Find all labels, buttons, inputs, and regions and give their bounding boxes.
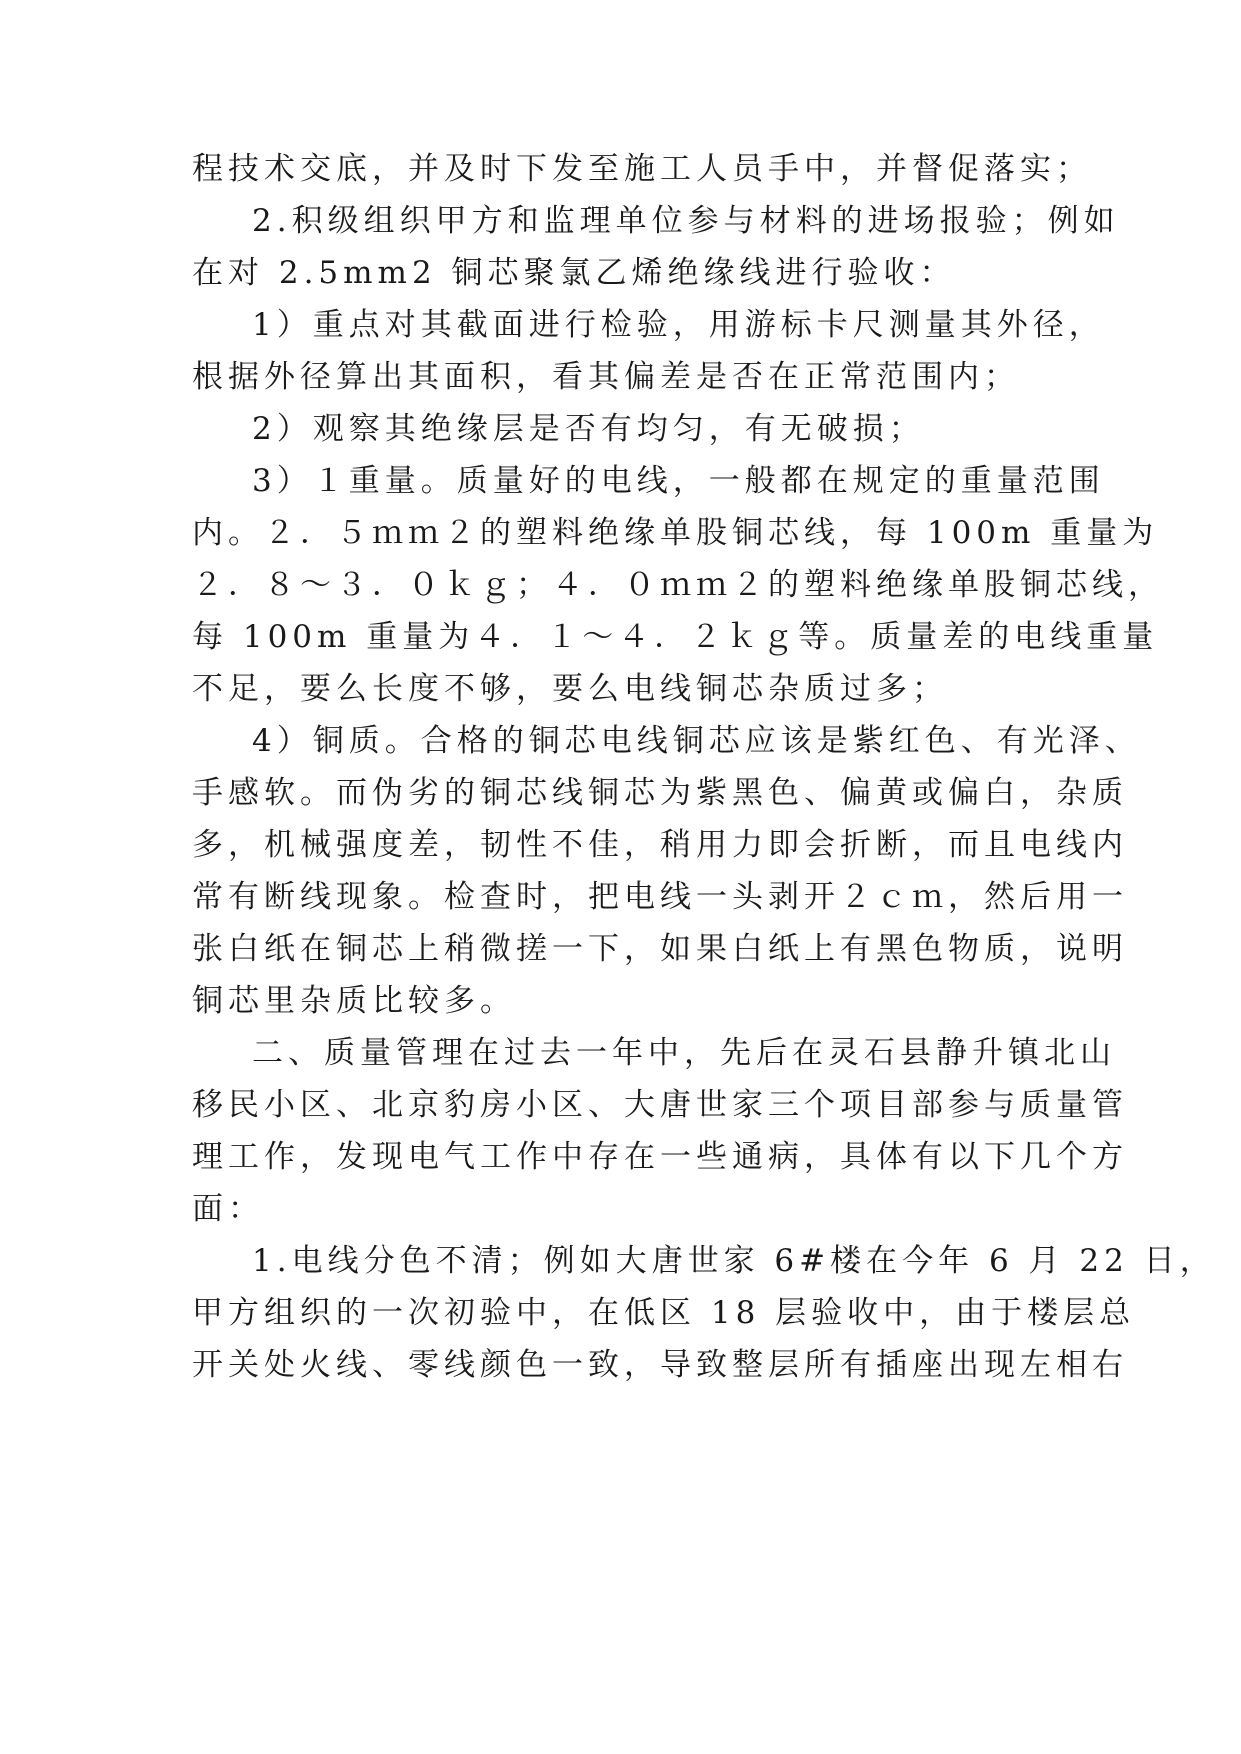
text-line: 铜芯里杂质比较多。 [192,983,516,1019]
text-line: 每 100m 重量为４．１～４．２ｋｇ等。质量差的电线重量 [192,619,1159,655]
text-line: 1）重点对其截面进行检验，用游标卡尺测量其外径， [252,307,1105,343]
text-line: 2.积级组织甲方和监理单位参与材料的进场报验；例如 [252,203,1120,239]
text-line: ２．８～３．０ｋｇ；４．０ｍｍ２的塑料绝缘单股铜芯线， [192,567,1164,603]
text-line: 4）铜质。合格的铜芯电线铜芯应该是紫红色、有光泽、 [252,723,1141,759]
text-line: 多，机械强度差，韧性不佳，稍用力即会折断，而且电线内 [192,827,1128,863]
text-line: 在对 2.5mm2 铜芯聚氯乙烯绝缘线进行验收： [192,255,956,291]
text-line: 手感软。而伪劣的铜芯线铜芯为紫黑色、偏黄或偏白，杂质 [192,775,1128,811]
text-line: 常有断线现象。检查时，把电线一头剥开２ｃｍ，然后用一 [192,879,1128,915]
text-line: 面： [192,1191,264,1227]
text-line: 二、质量管理在过去一年中，先后在灵石县静升镇北山 [252,1035,1116,1071]
text-line: 理工作，发现电气工作中存在一些通病，具体有以下几个方 [192,1139,1128,1175]
text-line: 内。２．５ｍｍ２的塑料绝缘单股铜芯线，每 100m 重量为 [192,515,1159,551]
text-line: 甲方组织的一次初验中，在低区 18 层验收中，由于楼层总 [192,1295,1136,1331]
text-line: 程技术交底，并及时下发至施工人员手中，并督促落实； [192,151,1092,187]
text-line: 根据外径算出其面积，看其偏差是否在正常范围内； [192,359,1020,395]
text-line: 不足，要么长度不够，要么电线铜芯杂质过多； [192,671,948,707]
text-line: 3）１重量。质量好的电线，一般都在规定的重量范围 [252,463,1105,499]
text-line: 移民小区、北京豹房小区、大唐世家三个项目部参与质量管 [192,1087,1128,1123]
text-line: 开关处火线、零线颜色一致，导致整层所有插座出现左相右 [192,1347,1128,1383]
text-line: 张白纸在铜芯上稍微搓一下，如果白纸上有黑色物质，说明 [192,931,1128,967]
text-line: 1.电线分色不清；例如大唐世家 6#楼在今年 6 月 22 日， [252,1243,1216,1279]
text-line: 2）观察其绝缘层是否有均匀，有无破损； [252,411,925,447]
